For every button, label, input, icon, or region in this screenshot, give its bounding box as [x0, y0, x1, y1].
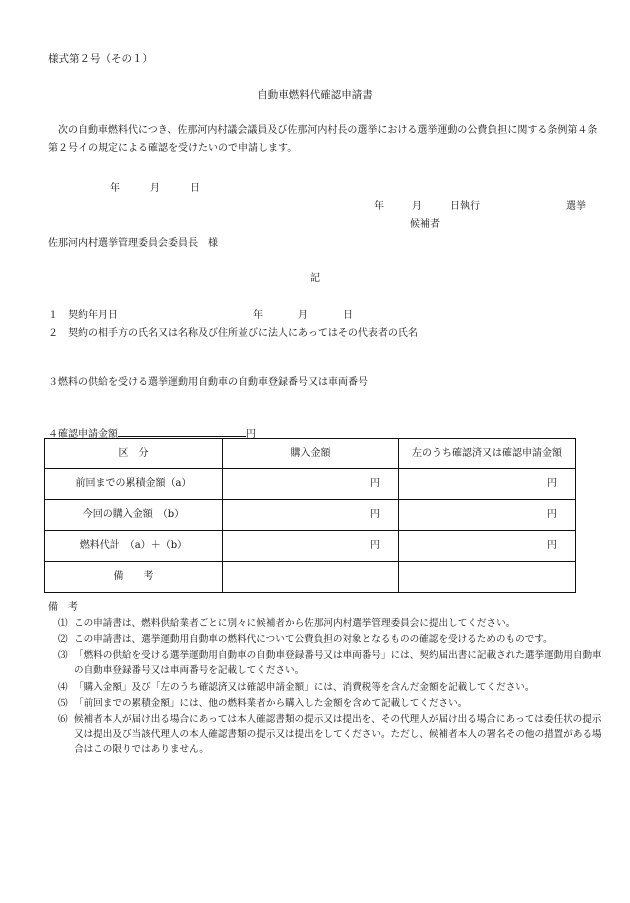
- item1-year: 年: [253, 310, 263, 321]
- row-label: 備 考: [45, 562, 223, 593]
- ki-label: 記: [310, 273, 320, 284]
- confirmed-amount-cell: 円: [399, 469, 576, 500]
- remarks-cell: [399, 562, 576, 593]
- amount-blank: [118, 425, 246, 437]
- application-date: [110, 182, 200, 196]
- note-item: [48, 649, 608, 679]
- header-confirmed-amount: 左のうち確認済又は確認申請金額: [399, 439, 576, 469]
- confirmed-amount-cell: 円: [399, 500, 576, 531]
- note-number: ⑴: [58, 618, 68, 629]
- amount-table: [44, 438, 576, 593]
- election-year: 年: [374, 201, 384, 212]
- election-month: 月: [412, 201, 422, 212]
- date-day: 日: [190, 183, 200, 194]
- note-text: 「購入金額」及び「左のうち確認済又は確認申請金額」には、消費税等を含んだ金額を記載してください。: [74, 682, 535, 693]
- document-title: 自動車燃料代確認申請書: [257, 89, 373, 101]
- item-vehicle-number: ３燃料の供給を受ける選挙運動用自動車の自動車登録番号又は車両番号: [48, 377, 368, 388]
- intro-paragraph: 次の自動車燃料代につき、佐那河内村議会議員及び佐那河内村長の選挙における選挙運動の公費負担に関する条例第４条第２号イの規定による確認を受けたいので申請します。: [48, 125, 598, 154]
- candidate-label: 候補者: [410, 219, 440, 230]
- note-text: 候補者本人が届け出る場合にあっては本人確認書類の提示又は提出を、その代理人が届け出る場合にあっては委任状の提示又は提出及び当該代理人の本人確認書類の提示又は提出をしてください。ただし、候補者本人の署名その他の措置がある場合はこの限りではありません。: [74, 714, 602, 755]
- note-text: この申請書は、選挙運動用自動車の燃料代について公費負担の対象となるものの確認を受けるためのものです。: [74, 634, 553, 645]
- item1-label: １ 契約年月日: [48, 310, 118, 321]
- form-number: 様式第２号（その１）: [48, 53, 153, 65]
- note-text: この申請書は、燃料供給業者ごとに別々に候補者から佐那河内村選挙管理委員会に提出してください。: [74, 618, 516, 629]
- row-label: 今回の購入金額 （b）: [45, 500, 223, 531]
- table-row: [45, 500, 576, 531]
- date-month: 月: [150, 183, 160, 194]
- table-row: [45, 469, 576, 500]
- note-item: [48, 681, 608, 696]
- election-day-exec: 日執行: [450, 201, 480, 212]
- row-label: 燃料代計 （a）＋（b）: [45, 531, 223, 562]
- note-text: 「燃料の供給を受ける選挙運動用自動車の自動車登録番号又は車両番号」には、契約届出書に記載された選挙運動用自動車の自動車登録番号又は車両番号を記載してください。: [74, 650, 602, 676]
- election-label: 選挙: [566, 201, 586, 212]
- row-label: 前回までの累積金額（a）: [45, 469, 223, 500]
- date-year: 年: [110, 183, 120, 194]
- note-item: [48, 697, 608, 712]
- note-number: ⑶: [58, 650, 68, 661]
- note-item: [48, 633, 608, 648]
- confirmed-amount-cell: 円: [399, 531, 576, 562]
- note-number: ⑸: [58, 698, 68, 709]
- election-line: [374, 200, 586, 214]
- header-purchase-amount: 購入金額: [223, 439, 399, 469]
- note-item: [48, 713, 608, 758]
- purchase-amount-cell: 円: [223, 531, 399, 562]
- addressee: 佐那河内村選挙管理委員会委員長 様: [48, 238, 218, 249]
- table-row: [45, 562, 576, 593]
- note-item: [48, 617, 608, 632]
- note-number: ⑵: [58, 634, 68, 645]
- note-number: ⑹: [58, 714, 68, 725]
- item1-day: 日: [343, 310, 353, 321]
- item1-month: 月: [298, 310, 308, 321]
- header-category: 区 分: [45, 439, 223, 469]
- note-text: 「前回までの累積金額」には、他の燃料業者から購入した金額を含めて記載してください。: [74, 698, 468, 709]
- purchase-amount-cell: 円: [223, 469, 399, 500]
- item4-label: ４確認申請金額: [48, 429, 118, 440]
- item-contract-party: ２ 契約の相手方の氏名又は名称及び住所並びに法人にあってはその代表者の氏名: [48, 328, 418, 339]
- remarks-cell: [223, 562, 399, 593]
- table-header-row: [45, 439, 576, 469]
- note-number: ⑷: [58, 682, 68, 693]
- notes-title: 備 考: [48, 602, 78, 613]
- item4-unit: 円: [246, 429, 256, 440]
- purchase-amount-cell: 円: [223, 500, 399, 531]
- item-contract-date: [48, 309, 353, 323]
- table-row: [45, 531, 576, 562]
